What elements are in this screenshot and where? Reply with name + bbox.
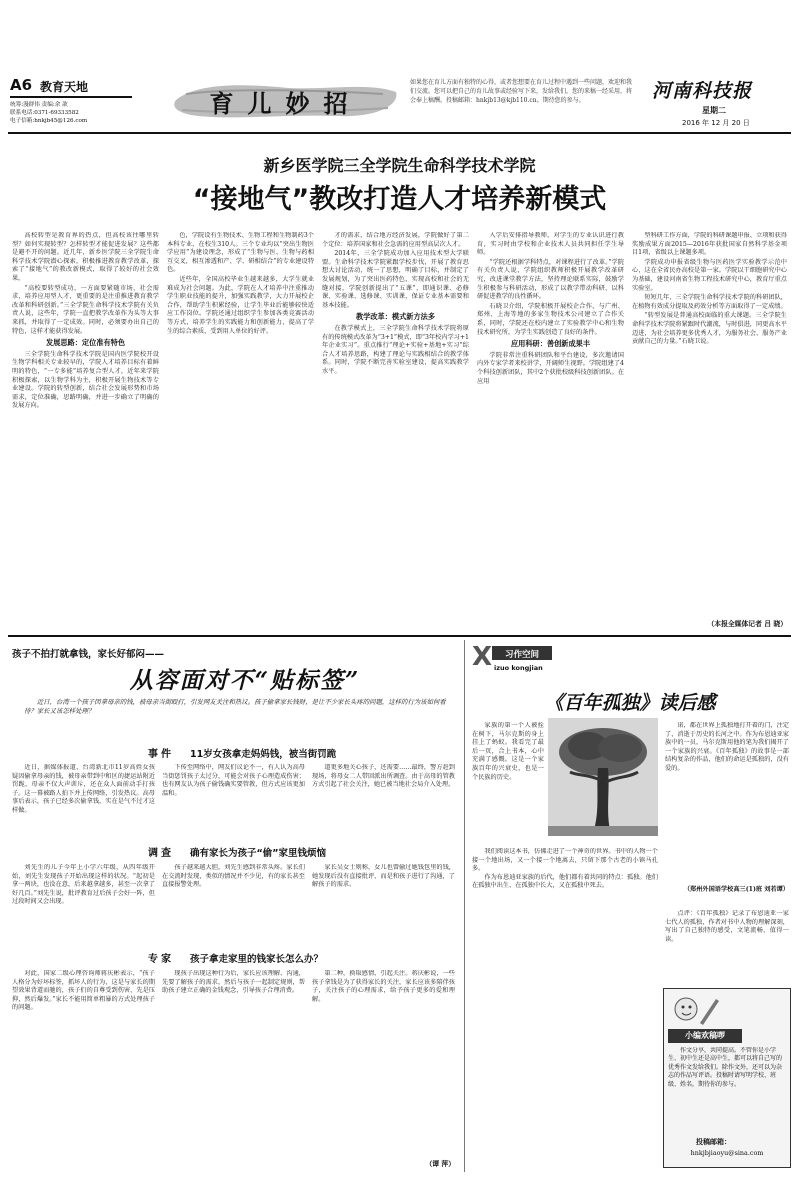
tree-icon — [548, 718, 658, 836]
editor-line: 统筹:漫群伟 责编:余 歆 — [10, 102, 68, 108]
paragraph: 孩子越来越大胆，刘先生感到非常头疼。家长们在交流时发现，类似的情况并不少见，有的家长甚至直接报警处理。 — [162, 864, 305, 889]
sec3-col-2 — [162, 970, 305, 1170]
sec1-col-3 — [312, 764, 455, 826]
banner — [168, 78, 403, 122]
paragraph: “高校要转型成功，一方面要紧随市场，社会需求，培养应用型人才，更重要的是注重推进教育教学改革和科研创新。”三全学院生命科学技术学院有关负责人说，这些年，学院一直把教学改革作为头等大事来抓，并取得了一定成效。同时，必须要办出自己的特色，这样才能获得发展。 — [12, 284, 159, 335]
sec1-col-1 — [12, 764, 155, 826]
right-title: 《百年孤独》读后感 — [544, 692, 716, 714]
paragraph: 型科研工作方面，学院的科研课题申报、立项和获得奖励成果方面2015—2016年获批国家自然科学基金项目1项，省级以上课题多项。 — [632, 232, 787, 257]
paragraph: 诺，都在世界上孤独地打开着的门，注定了，消逝于历史的长河之中。作为布恩迪亚家族中的一员，马尔克斯用他的笔为我们揭开了一个家族的兴衰。《百年孤独》的故事是一部结构复杂的作品，他们的命运是孤独的，没有爱的。 — [665, 722, 789, 772]
section-label: 专家 — [148, 954, 174, 965]
paragraph: 第二种，换取感情，引起关注。蒋庆彬说，一些孩子拿钱是为了获得家长的关注，家长应该多陪伴孩子，关注孩子的心理需求，给予孩子更多的爱和理解。 — [312, 970, 455, 1003]
paragraph: 才的需求，结合地方经济发展，学院做好了第二个定位：培养国家和社会急需的应用型高层次人才。 — [322, 232, 469, 248]
masthead: 河南科技报 — [652, 80, 753, 102]
subheading: 发展思路：定位准有特色 — [45, 338, 126, 348]
essay-author: （郑州外国语学校高三(1)班 刘若谭） — [683, 886, 789, 893]
notice-text: 如果您在育儿方面有独特的心得，或者您想要在育儿过程中遇到一些问题，欢迎和我们交流。您可以把自己的育儿故事或经验写下来，发给我们，您的来稿一经采用，将会奉上稿酬。投稿邮箱：hnkjb13@kjb110.cn。期待您的参与。 — [410, 79, 633, 104]
essay-comment — [665, 910, 789, 980]
main-col-5 — [632, 232, 787, 617]
tree-photo — [548, 718, 658, 836]
section-title: 确有家长为孩子“偷”家里钱烦恼 — [190, 848, 326, 859]
main-kicker: 新乡医学院三全学院生命科学技术学院 — [263, 156, 536, 175]
paragraph: 学院非常注重科研团队和平台建设，多次邀请国内外专家学者来校讲学，开阔师生视野。学院组建了4个科技创新团队，其中2个获批校级科技创新团队。在应用 — [477, 351, 624, 385]
editor-box-text: 作文分享，共同提高。不管你是小学生、初中生还是高中生，都可以将自己写的优秀作文发给我们。除作文外，还可以为杂志的作品写评语。投稿时请写明学校、班级、姓名，期待你的参与。 — [668, 1047, 783, 1088]
sec3-col-1 — [12, 970, 155, 1170]
paragraph: 入学后安排指导教师，对学生的专业认识进行教育，实习时由学校和企业技术人员共同担任学生导师。 — [477, 232, 624, 257]
paragraph: 短短几年，三全学院生命科学技术学院的科研团队，在植物有效成分提取及药效分析等方面取得了一定成绩。 — [632, 294, 787, 310]
main-byline: （本报全媒体记者 吕 晓） — [707, 620, 787, 628]
paragraph: 在教学模式上，三全学院生命科学技术学院将原有的传统模式改革为“3+1”模式，即“3年校内学习+1年企业实习”。重点推行“理论+实验+基地+实习”综合人才培养思路，构建了理论与实践相结合的教学体系。同时，学院不断完善实验室建设，提高实践教学水平。 — [322, 324, 469, 375]
main-col-3 — [322, 232, 469, 632]
right-body-right — [665, 722, 789, 882]
left-byline: （谭 萍） — [425, 1160, 455, 1168]
header-rule — [10, 96, 132, 98]
paragraph: 道更多地关心孩子，还需要……最终，警方赶到现场，将母女二人带回派出所调查。由于高母的管教方式引起了社会关注，她已被当地社会局介入处理。 — [312, 764, 455, 789]
banner-title: 育儿妙招 — [209, 89, 362, 118]
submit-email[interactable]: hnkjbjiaoyu@sina.com — [690, 1149, 764, 1157]
section-title: 11岁女孩拿走妈妈钱，被当街罚跪 — [190, 749, 337, 760]
sec2-col-2 — [162, 864, 305, 934]
paragraph: 对此，国家二级心理咨询师蒋庆彬表示，“孩子人格分为好坏标签，抓坏人的行为，这是与家长的期望效果背道而驰的，孩子们的自尊受到伤害，先是压抑，然后爆发。”家长不能用简单粗暴的方式处理孩子的问题。 — [12, 970, 155, 1012]
paragraph: 三全学院生命科学技术学院是国内医学院校开设生物学科相关专业较早的，学院人才培养目标有着鲜明的特色，“一专多能”培养复合型人才，近年来学院积极探索，以生物学科为主，积极开展生物技术等专业建设。学院的转型创新，结合社会发展形势和市场需求，定位准确，思路明确，并进一步确立了明确的发展方向。 — [12, 350, 159, 410]
pencil-icon — [670, 993, 720, 1027]
weekday: 星期二 — [702, 106, 726, 115]
column-divider — [464, 640, 465, 1172]
paragraph: 家族的第一个人被拴在树下，马尔克斯的身上挂上了蚂蚁。我看完了最后一页，合上书本，心中充满了感慨。这是一个家族百年的兴衰史，也是一个民族的历史。 — [472, 722, 544, 781]
paragraph: 近些年，全国高校毕业生越来越多，大学生就业难成为社会问题。为此，学院在人才培养中注重推动学生职业技能的提升，加强实践教学，大力开展校企合作，帮助学生积累经验，让学生毕业后能够较快适应工作岗位。学院还通过组织学生参加各类竞赛活动等方式，培养学生的实践能力和创新能力，提高了学生的综合素质，受到用人单位的好评。 — [167, 275, 314, 335]
mid-rule — [8, 635, 791, 637]
subheading: 教学改革：模式新方法多 — [355, 312, 436, 322]
paragraph: 现孩子出现这种行为后，家长应该理解、沟通，先要了解孩子的需求，然后与孩子一起制定规则，帮助孩子建立正确的金钱观念，引导孩子合理消费。 — [162, 970, 305, 995]
paragraph: 作为布恩迪亚家族的后代，他们都有着共同的特点：孤独。他们在孤独中出生，在孤独中长大，又在孤独中死去。 — [472, 873, 658, 890]
column-name: 习作空间 — [504, 650, 539, 660]
submit-label: 投稿邮箱： — [696, 1138, 731, 1146]
column-pinyin: izuo kongjian — [494, 664, 543, 672]
column-letter: X — [472, 642, 493, 672]
section-title: 孩子拿走家里的钱家长怎么办？ — [190, 954, 324, 965]
paragraph: 学院成功申报省级生物与医药医学实验教学示范中心，这在全省民办高校是第一家。学院以干细胞研究中心为基础，建设河南省生物工程技术研究中心，教育厅重点实验室。 — [632, 258, 787, 292]
main-col-2 — [167, 232, 314, 632]
editor-box-title: 小编欢稿啰 — [668, 1029, 742, 1043]
right-body-left — [472, 722, 544, 844]
issue-date: 2016 年 12 月 20 日 — [682, 119, 750, 127]
paragraph: 刘先生的儿子今年上小学六年级，从四年级开始，刘先生发现孩子开始出现这样的状况。“起初是拿一两块，也没在意，后来越拿越多，甚至一次拿了好几百。”刘先生说，批评教育过后孩子会好一阵，但过段时间又会出现。 — [12, 864, 155, 906]
editor-box — [663, 988, 791, 1168]
main-title: “接地气”教改打造人才培养新模式 — [192, 184, 607, 215]
paragraph: 2014年，三全学院成功加入应用技术型大学联盟。生命科学技术学院紧跟学校步伐，开展了教育思想大讨论活动，统一了思想，明确了目标，并制定了发展规划，为了突出医药特色，实现高校和社会的无缝对接，学院创新提出了“五课”，即通识课、必修课、实验课、选修课、实训课，保证专业基本需要和基本技能。 — [322, 250, 469, 309]
left-intro: 孩子不拍打就拿钱，家长好郁闷—— — [12, 649, 165, 660]
paragraph: “转型发展是普通高校面临的重大课题。三全学院生命科学技术学院将紧跟时代潮流，与时俱进，同更高水平迈进，为社会培养更多优秀人才，为服务社会、服务产业贡献自己的力量。”石晓卫说。 — [632, 312, 787, 346]
section-label: 事件 — [148, 749, 174, 760]
paragraph: 石晓卫介绍，学院积极开展校企合作，与广州、郑州、上海等地的多家生物技术公司建立了合作关系，同时，学院还在校内建立了实验教学中心和生物技术研究所，为学生实践创造了良好的条件。 — [477, 302, 624, 336]
paragraph: 下传至网络中，网友们议论不一，有人认为高母当街惩罚孩子太过分，可能会对孩子心理造成伤害；也有网友认为孩子偷钱确实要管教，但方式应该更加温和。 — [162, 764, 305, 797]
paragraph: 色，学院设有生物技术、生物工程和生物制药3个本科专业，在校生310人。三个专业均以“突出生物医学应用”为建设理念，形成了“生物与医、生物与药相互交叉，相互渗透和产、学、研相结合”的专业建设特色。 — [167, 232, 314, 274]
subheading: 应用科研：善创新成果丰 — [510, 339, 591, 349]
paragraph: 家长吴女士则称，女儿也曾偷过她钱包里的钱，她发现后没有直接批评，而是和孩子进行了沟通，了解孩子的需求。 — [312, 864, 455, 889]
paragraph: 点评：《百年孤独》记录了布恩迪亚一家七代人的孤独，作者对书中人物的理解深刻，写出了自己独特的感受，文笔流畅，值得一读。 — [665, 910, 789, 943]
left-title: 从容面对不“贴标签” — [129, 667, 361, 694]
sec1-col-2 — [162, 764, 305, 826]
sec3-col-3 — [312, 970, 455, 1150]
right-body-main — [472, 848, 658, 1170]
top-rule — [8, 132, 791, 134]
paragraph: 我们阅读这本书，仿佛走进了一个神奇的世界。书中的人物一个接一个地出场，又一个接一个地离去，只留下那个古老的小镇马孔多。 — [472, 848, 658, 873]
main-col-4 — [477, 232, 624, 632]
page-number: A6 — [10, 76, 33, 94]
email-line: 电子信箱:hnkjb45@126.com — [10, 118, 88, 124]
section-name: 教育天地 — [40, 80, 89, 94]
sec2-col-3 — [312, 864, 455, 934]
section-label: 调查 — [148, 848, 174, 859]
left-lead: 近日，台湾一个孩子因拿母亲的钱，被母亲当街殴打，引发网友关注和热议。孩子偷拿家长钱财，是让不少家长头疼的问题，这样的行为该如何看待？家长又该怎样处理？ — [24, 698, 446, 715]
paragraph: “学院还根据学科特点，对课程进行了改革。”学院有关负责人说，学院组织教师积极开展教学改革研究，改进课堂教学方法，坚持理论联系实际，鼓励学生积极参与科研活动，形成了以教学带动科研、以科研促进教学的良性循环。 — [477, 258, 624, 301]
sec2-col-1 — [12, 864, 155, 934]
paragraph: 近日，据媒体报道，台湾新北市11岁高姓女孩疑因偷拿母亲的钱，被母亲带到中和区的捷运站附近罚跪，母亲不仅大声训斥，还在众人面前动手打孩子。这一幕被路人拍下并上传网络，引发热议。高母事后表示，孩子已经多次偷拿钱，实在是气不过才这样做。 — [12, 764, 155, 814]
paragraph: 高校转型是教育界的热点，但高校该往哪里转型？如何实现转型？怎样转型才能促进发展？这些都是避不开的问题。近几年，新乡医学院三全学院生命科学技术学院潜心探索，积极推进教育教学改革，探索了“接地气”的教改新模式，取得了较好的社会效果。 — [12, 232, 159, 282]
phone-line: 联系电话:0371-69333582 — [10, 110, 79, 116]
main-col-1 — [12, 232, 159, 632]
